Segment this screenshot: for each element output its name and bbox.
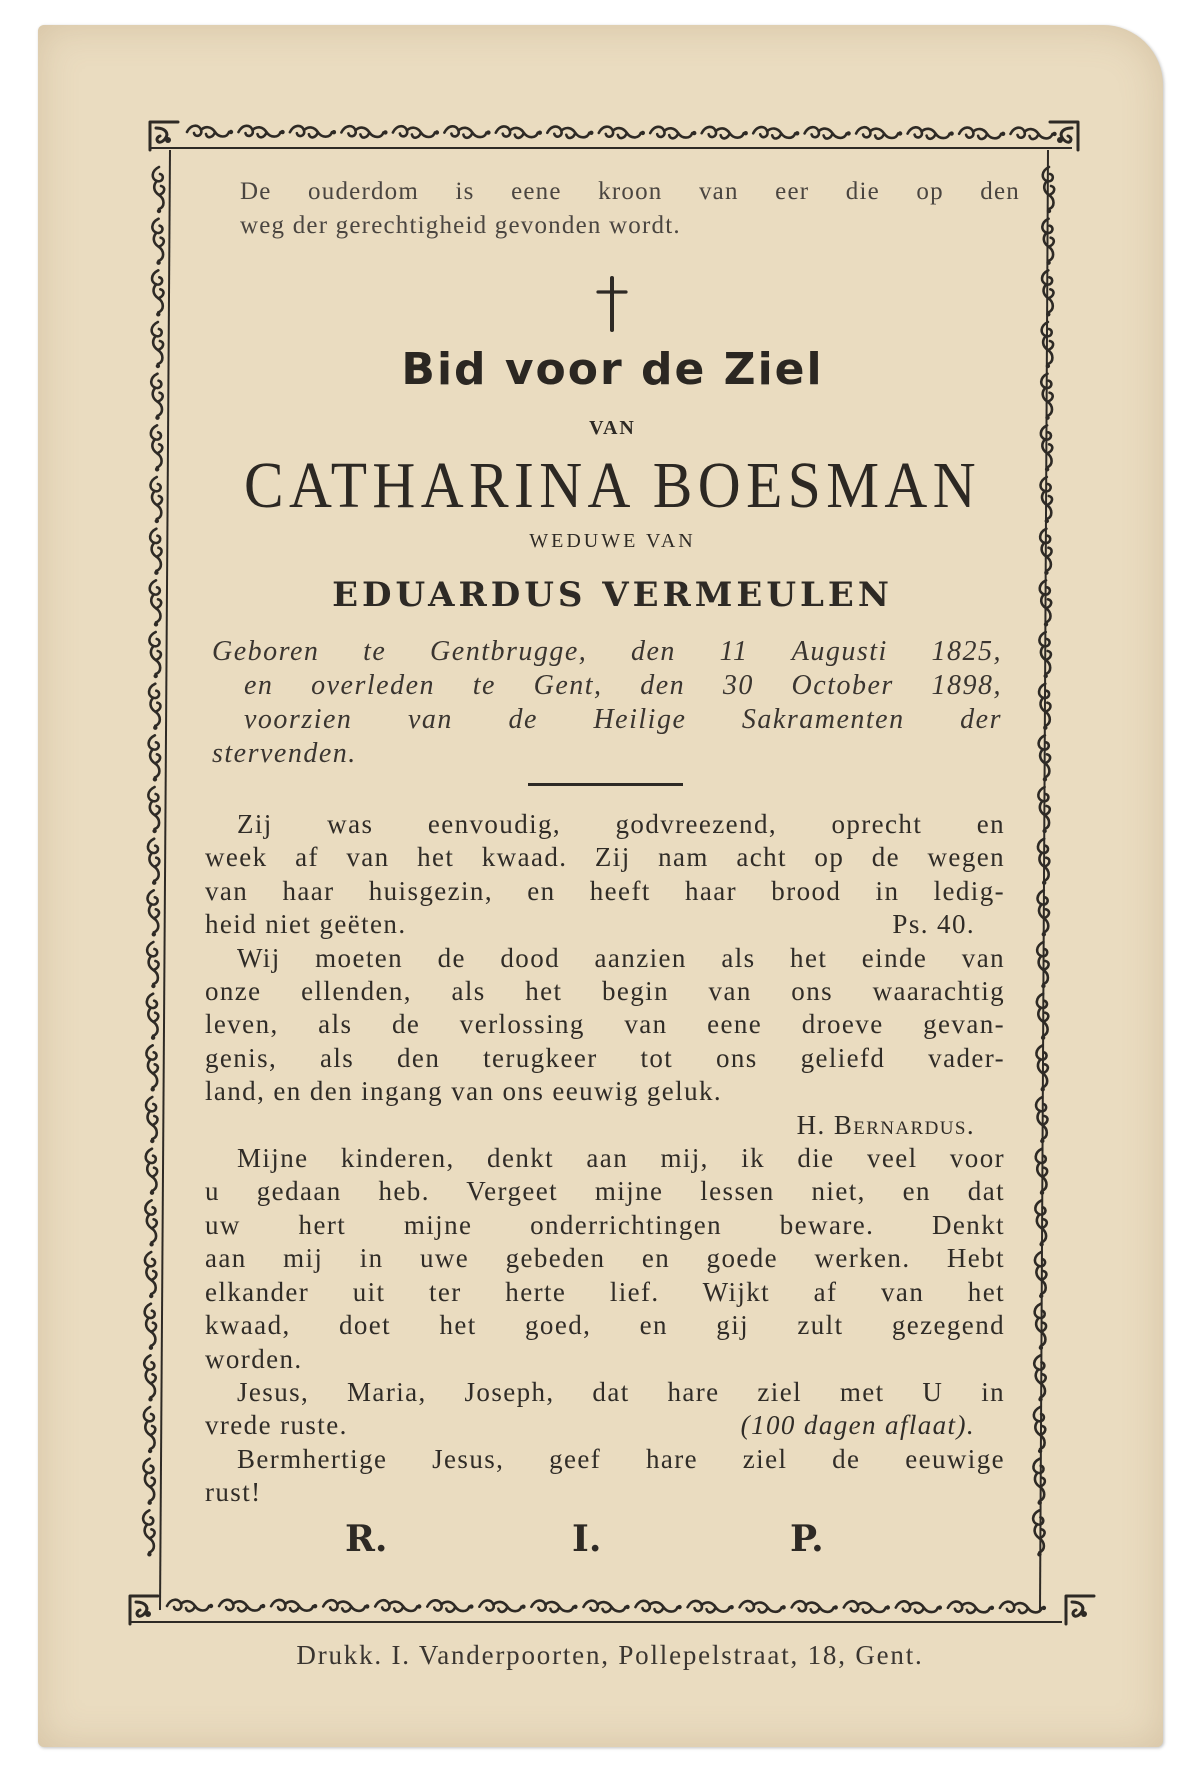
p2-line-1: Wij moeten de dood aanzien als het einde van — [237, 942, 1005, 973]
border-scroll-ornament — [531, 1601, 577, 1612]
border-scroll-ornament — [144, 1407, 155, 1453]
border-scroll-ornament — [146, 1097, 157, 1143]
paragraph-3 — [205, 1142, 1005, 1376]
border-scroll-ornament — [740, 1601, 786, 1612]
border-scroll-ornament — [143, 1510, 154, 1556]
epigraph — [240, 175, 1020, 243]
border-scroll-ornament — [1033, 1459, 1044, 1505]
border-scroll-ornament — [1035, 1252, 1046, 1298]
border-scroll-ornament — [271, 1600, 317, 1611]
border-scroll-ornament — [805, 127, 851, 138]
printer-credit: Drukk. I. Vanderpoorten, Pollepelstraat, 18, Gent. — [296, 1640, 924, 1670]
border-scroll-ornament — [148, 890, 159, 936]
border-scroll-ornament — [152, 270, 163, 316]
border-scroll-ornament — [702, 127, 748, 138]
p3-line-4: aan mij in uwe gebeden en goede werken. Hebt — [205, 1243, 1005, 1274]
p3-line-1: Mijne kinderen, denkt aan mij, ik die veel voor — [237, 1143, 1005, 1174]
paragraph-1 — [205, 808, 1005, 942]
p3-line-6: kwaad, doet het goed, en gij zult gezegend — [205, 1310, 1005, 1341]
p2-line-4: genis, als den terugkeer tot ons geliefd vader- — [205, 1042, 1005, 1073]
corner-bottom-left — [130, 1596, 158, 1624]
border-scroll-ornament — [688, 1601, 734, 1612]
border-left — [143, 150, 170, 1610]
border-scroll-ornament — [145, 1252, 156, 1298]
border-scroll-ornament — [152, 322, 163, 368]
indulgence-note: (100 dagen aflaat). — [740, 1410, 975, 1441]
p1-line-4 — [205, 908, 1005, 941]
born-line-2: en overleden te Gent, den 30 October 1898, — [244, 670, 1002, 701]
p5-line-1: Bermhertige Jesus, geef hare ziel de eeuwige — [237, 1443, 1005, 1474]
p4-line-2-text: vrede ruste. — [205, 1410, 348, 1441]
deceased-name: CATHARINA BOESMAN — [243, 449, 982, 522]
rip-p: P. — [790, 1518, 824, 1560]
bernardus-reference: H. Bernardus. — [796, 1109, 975, 1140]
paragraph-5 — [205, 1443, 1005, 1510]
p2-line-2: onze ellenden, als het begin van ons waarachtig — [205, 976, 1005, 1007]
border-scroll-ornament — [153, 167, 164, 213]
border-scroll-ornament — [896, 1601, 942, 1612]
border-scroll-ornament — [219, 1600, 265, 1611]
border-scroll-ornament — [792, 1601, 838, 1612]
border-scroll-ornament — [149, 684, 160, 730]
border-scroll-ornament — [143, 1459, 154, 1505]
border-scroll-ornament — [147, 942, 158, 988]
border-scroll-ornament — [150, 580, 161, 626]
border-scroll-ornament — [239, 126, 285, 137]
born-line-4: stervenden. — [212, 738, 357, 769]
p3-line-7: worden. — [205, 1343, 303, 1374]
border-scroll-ornament — [1034, 1355, 1045, 1401]
p4-line-2 — [205, 1409, 1005, 1442]
border-scroll-ornament — [187, 126, 233, 137]
memorial-text — [205, 808, 1005, 1510]
birth-death-details — [212, 635, 1002, 771]
prayer-heading: Bid voor de Ziel — [401, 344, 824, 395]
rip-i: I. — [572, 1518, 602, 1560]
border-top — [150, 126, 1072, 148]
border-scroll-ornament — [151, 425, 162, 471]
border-scroll-ornament — [148, 787, 159, 833]
border-scroll-ornament — [844, 1601, 890, 1612]
widow-label: WEDUWE VAN — [529, 530, 696, 552]
border-scroll-ornament — [147, 994, 158, 1040]
p3-line-3: uw hert mijne onderrichtingen beware. Denkt — [205, 1209, 1005, 1240]
border-scroll-ornament — [479, 1600, 525, 1611]
border-scroll-ornament — [375, 1600, 421, 1611]
border-scroll-ornament — [149, 632, 160, 678]
border-scroll-ornament — [151, 374, 162, 420]
p1-line-3: van haar huisgezin, en heeft haar brood in ledig- — [205, 875, 1005, 906]
van-label: VAN — [589, 417, 636, 439]
border-scroll-ornament — [148, 839, 159, 885]
border-scroll-ornament — [167, 1600, 213, 1611]
born-line-3: voorzien van de Heilige Sakramenten der — [244, 704, 1002, 735]
p2-line-3: leven, als de verlossing van eene droeve gevan- — [205, 1009, 1005, 1040]
border-scroll-ornament — [959, 128, 1005, 139]
border-scroll-ornament — [444, 126, 490, 137]
border-scroll-ornament — [1034, 1407, 1045, 1453]
border-scroll-ornament — [1033, 1510, 1044, 1556]
paragraph-4 — [205, 1376, 1005, 1443]
p1-line-1: Zij was eenvoudig, godvreezend, oprecht en — [237, 809, 1005, 839]
border-scroll-ornament — [584, 1601, 630, 1612]
border-scroll-ornament — [393, 126, 439, 137]
p4-line-1: Jesus, Maria, Joseph, dat hare ziel met U in — [237, 1376, 1005, 1407]
epigraph-line-2: weg der gerechtigheid gevonden wordt. — [240, 212, 681, 239]
border-scroll-ornament — [323, 1600, 369, 1611]
border-bottom — [130, 1600, 1062, 1622]
border-scroll-ornament — [150, 529, 161, 575]
border-scroll-ornament — [152, 219, 163, 265]
corner-bottom-right — [1066, 1596, 1094, 1624]
p5-line-2: rust! — [205, 1477, 262, 1508]
border-scroll-ornament — [427, 1600, 473, 1611]
border-scroll-ornament — [146, 1045, 157, 1091]
border-scroll-ornament — [599, 127, 645, 138]
border-scroll-ornament — [1035, 1304, 1046, 1350]
cross-icon — [595, 276, 629, 332]
border-scroll-ornament — [753, 127, 799, 138]
p1-line-2: week af van het kwaad. Zij nam acht op de wegen — [205, 842, 1005, 873]
born-line-1: Geboren te Gentbrugge, den 11 Augusti 1825, — [212, 636, 1002, 667]
psalm-reference: Ps. 40. — [892, 909, 975, 940]
border-scroll-ornament — [145, 1304, 156, 1350]
husband-name: EDUARDUS VERMEULEN — [332, 575, 893, 615]
border-scroll-ornament — [146, 1149, 157, 1195]
border-scroll-ornament — [149, 735, 160, 781]
border-scroll-ornament — [145, 1200, 156, 1246]
section-divider — [528, 783, 683, 786]
p1-line-4-text: heid niet geëten. — [205, 909, 407, 940]
border-scroll-ornament — [636, 1601, 682, 1612]
epigraph-line-1: De ouderdom is eene kroon van eer die op den — [240, 178, 1020, 205]
p3-line-5: elkander uit ter herte lief. Wijkt af van het — [205, 1276, 1005, 1307]
border-scroll-ornament — [290, 126, 336, 137]
border-scroll-ornament — [908, 127, 954, 138]
border-scroll-ornament — [948, 1602, 994, 1613]
corner-top-left — [150, 122, 178, 150]
border-scroll-ornament — [496, 126, 542, 137]
border-scroll-ornament — [151, 477, 162, 523]
p3-line-2: u gedaan heb. Vergeet mijne lessen niet, en dat — [205, 1176, 1005, 1207]
rip-r: R. — [345, 1518, 388, 1560]
border-scroll-ornament — [1011, 128, 1057, 139]
border-scroll-ornament — [650, 127, 696, 138]
border-scroll-ornament — [144, 1355, 155, 1401]
border-scroll-ornament — [341, 126, 387, 137]
border-scroll-ornament — [547, 127, 593, 138]
border-scroll-ornament — [856, 127, 902, 138]
p2-line-5: land, en den ingang van ons eeuwig geluk. — [205, 1076, 723, 1107]
paragraph-2 — [205, 942, 1005, 1142]
